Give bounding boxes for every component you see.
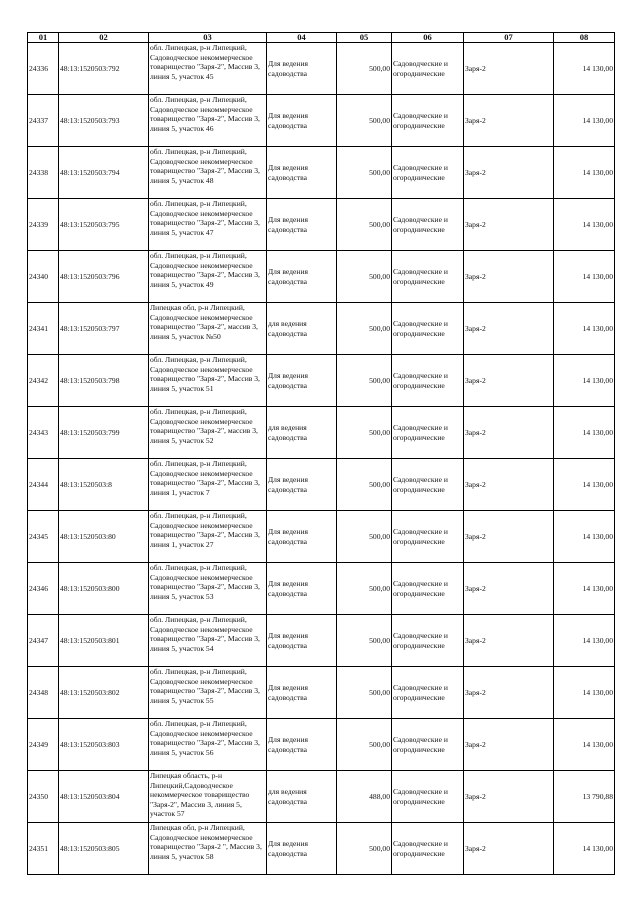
permitted-use-cell: Для ведения садоводства <box>267 147 337 199</box>
area-cell: 500,00 <box>337 511 392 563</box>
table-row <box>28 95 615 147</box>
permitted-use-cell: для ведения садоводства <box>267 771 337 823</box>
address-text: обл. Липецкая, р-н Липецкий, Садоводческое некоммерческое товарищество "Заря-2", Массив 3, линия 5, участок 45 <box>150 43 260 81</box>
cadastral-value-cell: 14 130,00 <box>554 563 615 615</box>
land-category-cell: Садоводческие и огороднические <box>392 147 464 199</box>
cadastral-number-cell: 48:13:1520503:793 <box>59 95 149 147</box>
association-cell: Заря-2 <box>464 667 554 719</box>
association-cell: Заря-2 <box>464 199 554 251</box>
cadastral-number-cell: 48:13:1520503:795 <box>59 199 149 251</box>
association-cell: Заря-2 <box>464 43 554 95</box>
table-row <box>28 511 615 563</box>
association-cell: Заря-2 <box>464 95 554 147</box>
record-number-cell: 24336 <box>28 43 59 95</box>
record-number-cell: 24339 <box>28 199 59 251</box>
cadastral-value-cell: 14 130,00 <box>554 719 615 771</box>
cadastral-value-cell: 14 130,00 <box>554 303 615 355</box>
record-number-cell: 24340 <box>28 251 59 303</box>
cadastral-number-cell: 48:13:1520503:803 <box>59 719 149 771</box>
column-header-02: 02 <box>59 33 149 43</box>
land-category-cell: Садоводческие и огороднические <box>392 615 464 667</box>
address-text: обл. Липецкая, р-н Липецкий, Садоводческое некоммерческое товарищество "Заря-2", Массив 3, линия 5, участок 48 <box>150 147 260 185</box>
cadastral-number-cell: 48:13:1520503:8 <box>59 459 149 511</box>
area-cell: 500,00 <box>337 407 392 459</box>
permitted-use-cell: Для ведения садоводства <box>267 355 337 407</box>
cadastral-value-cell: 13 790,88 <box>554 771 615 823</box>
area-cell: 500,00 <box>337 719 392 771</box>
permitted-use-cell: Для ведения садоводства <box>267 511 337 563</box>
record-number-cell: 24341 <box>28 303 59 355</box>
cadastral-number-cell: 48:13:1520503:800 <box>59 563 149 615</box>
column-header-04: 04 <box>267 33 337 43</box>
column-header-05: 05 <box>337 33 392 43</box>
cadastral-number-cell: 48:13:1520503:792 <box>59 43 149 95</box>
header-row <box>28 33 615 43</box>
association-cell: Заря-2 <box>464 251 554 303</box>
cadastral-value-cell: 14 130,00 <box>554 407 615 459</box>
record-number-cell: 24344 <box>28 459 59 511</box>
address-cell <box>149 459 267 511</box>
address-text: Липецкая область, р-н Липецкий,Садоводческое некоммерческое товарищество "Заря-2", Массив 3, линия 5, участок 57 <box>150 771 250 819</box>
cadastral-number-cell: 48:13:1520503:80 <box>59 511 149 563</box>
cadastral-number-cell: 48:13:1520503:799 <box>59 407 149 459</box>
cadastral-value-cell: 14 130,00 <box>554 823 615 875</box>
table-row <box>28 43 615 95</box>
address-cell <box>149 771 267 823</box>
association-cell: Заря-2 <box>464 511 554 563</box>
area-cell: 500,00 <box>337 251 392 303</box>
cadastral-number-cell: 48:13:1520503:804 <box>59 771 149 823</box>
address-cell <box>149 199 267 251</box>
cadastral-value-cell: 14 130,00 <box>554 511 615 563</box>
record-number-cell: 24346 <box>28 563 59 615</box>
association-cell: Заря-2 <box>464 459 554 511</box>
area-cell: 500,00 <box>337 147 392 199</box>
area-cell: 500,00 <box>337 303 392 355</box>
association-cell: Заря-2 <box>464 147 554 199</box>
association-cell: Заря-2 <box>464 303 554 355</box>
cadastral-value-cell: 14 130,00 <box>554 615 615 667</box>
address-cell <box>149 251 267 303</box>
land-category-cell: Садоводческие и огороднические <box>392 563 464 615</box>
table-row <box>28 719 615 771</box>
address-cell <box>149 719 267 771</box>
permitted-use-cell: Для ведения садоводства <box>267 199 337 251</box>
address-text: обл. Липецкая, р-н Липецкий, Садоводческое некоммерческое товарищество "Заря-2", Массив 3, линия 5, участок 47 <box>150 199 260 237</box>
association-cell: Заря-2 <box>464 771 554 823</box>
address-cell <box>149 303 267 355</box>
permitted-use-cell: Для ведения садоводства <box>267 95 337 147</box>
association-cell: Заря-2 <box>464 407 554 459</box>
address-cell <box>149 823 267 875</box>
table-row <box>28 459 615 511</box>
address-cell <box>149 355 267 407</box>
cadastral-value-cell: 14 130,00 <box>554 355 615 407</box>
column-header-01: 01 <box>28 33 59 43</box>
address-text: обл. Липецкая, р-н Липецкий, Садоводческое некоммерческое товарищество "Заря-2", Массив 3, линия 5, участок 54 <box>150 615 260 653</box>
association-cell: Заря-2 <box>464 719 554 771</box>
area-cell: 500,00 <box>337 95 392 147</box>
cadastral-value-cell: 14 130,00 <box>554 43 615 95</box>
area-cell: 500,00 <box>337 615 392 667</box>
address-text: обл. Липецкая, р-н Липецкий, Садоводческое некоммерческое товарищество "Заря-2", Массив 3, линия 1, участок 27 <box>150 511 260 549</box>
address-text: обл. Липецкая, р-н Липецкий, Садоводческое некоммерческое товарищество "Заря-2", Массив 3, линия 5, участок 55 <box>150 667 260 705</box>
land-category-cell: Садоводческие и огороднические <box>392 719 464 771</box>
record-number-cell: 24345 <box>28 511 59 563</box>
association-cell: Заря-2 <box>464 615 554 667</box>
record-number-cell: 24348 <box>28 667 59 719</box>
cadastral-number-cell: 48:13:1520503:805 <box>59 823 149 875</box>
address-cell <box>149 147 267 199</box>
record-number-cell: 24347 <box>28 615 59 667</box>
area-cell: 500,00 <box>337 43 392 95</box>
table-row <box>28 303 615 355</box>
address-cell <box>149 511 267 563</box>
record-number-cell: 24342 <box>28 355 59 407</box>
table-body <box>28 43 615 875</box>
permitted-use-cell: Для ведения садоводства <box>267 459 337 511</box>
permitted-use-cell: для ведения садоводства <box>267 407 337 459</box>
record-number-cell: 24338 <box>28 147 59 199</box>
land-category-cell: Садоводческие и огороднические <box>392 199 464 251</box>
area-cell: 500,00 <box>337 199 392 251</box>
table-row <box>28 407 615 459</box>
record-number-cell: 24343 <box>28 407 59 459</box>
association-cell: Заря-2 <box>464 823 554 875</box>
permitted-use-cell: Для ведения садоводства <box>267 823 337 875</box>
address-text: обл. Липецкая, р-н Липецкий, Садоводческое некоммерческое товарищество "Заря-2", Массив 3, линия 5, участок 53 <box>150 563 260 601</box>
cadastral-value-cell: 14 130,00 <box>554 147 615 199</box>
cadastral-number-cell: 48:13:1520503:801 <box>59 615 149 667</box>
permitted-use-cell: Для ведения садоводства <box>267 251 337 303</box>
address-text: Липецкая обл, р-н Липецкий, Садоводческое некоммерческое товарищество "Заря-2 ", Массив 3, линия 5, участок 58 <box>150 823 262 861</box>
record-number-cell: 24350 <box>28 771 59 823</box>
area-cell: 500,00 <box>337 459 392 511</box>
column-header-06: 06 <box>392 33 464 43</box>
address-cell <box>149 667 267 719</box>
land-category-cell: Садоводческие и огороднические <box>392 303 464 355</box>
association-cell: Заря-2 <box>464 355 554 407</box>
table-row <box>28 615 615 667</box>
table-row <box>28 667 615 719</box>
register-table <box>27 32 615 875</box>
permitted-use-cell: Для ведения садоводства <box>267 719 337 771</box>
address-cell <box>149 615 267 667</box>
column-header-08: 08 <box>554 33 615 43</box>
address-text: обл. Липецкая, р-н Липецкий, Садоводческое некоммерческое товарищество "Заря-2", Массив 3, линия 5, участок 51 <box>150 355 260 393</box>
association-cell: Заря-2 <box>464 563 554 615</box>
address-text: обл. Липецкая, р-н Липецкий, Садоводческое некоммерческое товарищество "Заря-2", Массив 3, линия 5, участок 56 <box>150 719 260 757</box>
land-category-cell: Садоводческие и огороднические <box>392 511 464 563</box>
address-text: обл. Липецкая, р-н Липецкий, Садоводческое некоммерческое товарищество "Заря-2", Массив 3, линия 5, участок 46 <box>150 95 260 133</box>
area-cell: 488,00 <box>337 771 392 823</box>
address-text: обл. Липецкая, р-н Липецкий, Садоводческое некоммерческое товарищество "Заря-2", Массив 3, линия 5, участок 49 <box>150 251 260 289</box>
land-category-cell: Садоводческие и огороднические <box>392 459 464 511</box>
cadastral-number-cell: 48:13:1520503:802 <box>59 667 149 719</box>
permitted-use-cell: Для ведения садоводства <box>267 563 337 615</box>
land-category-cell: Садоводческие и огороднические <box>392 355 464 407</box>
address-cell <box>149 563 267 615</box>
land-category-cell: Садоводческие и огороднические <box>392 771 464 823</box>
table-row <box>28 355 615 407</box>
table-row <box>28 251 615 303</box>
area-cell: 500,00 <box>337 355 392 407</box>
cadastral-value-cell: 14 130,00 <box>554 95 615 147</box>
cadastral-number-cell: 48:13:1520503:796 <box>59 251 149 303</box>
land-category-cell: Садоводческие и огороднические <box>392 407 464 459</box>
address-text: обл. Липецкая, р-н Липецкий, Садоводческое некоммерческое товарищество "Заря-2", Массив 3, линия 1, участок 7 <box>150 459 260 497</box>
record-number-cell: 24351 <box>28 823 59 875</box>
table-row <box>28 199 615 251</box>
land-category-cell: Садоводческие и огороднические <box>392 823 464 875</box>
cadastral-number-cell: 48:13:1520503:797 <box>59 303 149 355</box>
land-category-cell: Садоводческие и огороднические <box>392 667 464 719</box>
address-text: обл. Липецкая, р-н Липецкий, Садоводческое некоммерческое товарищество "Заря-2", массив 3, линия 5, участок 52 <box>150 407 258 445</box>
permitted-use-cell: Для ведения садоводства <box>267 43 337 95</box>
address-cell <box>149 43 267 95</box>
table-row <box>28 563 615 615</box>
land-category-cell: Садоводческие и огороднические <box>392 251 464 303</box>
land-category-cell: Садоводческие и огороднические <box>392 95 464 147</box>
area-cell: 500,00 <box>337 563 392 615</box>
column-header-07: 07 <box>464 33 554 43</box>
table-row <box>28 823 615 875</box>
permitted-use-cell: для ведения садоводства <box>267 303 337 355</box>
land-category-cell: Садоводческие и огороднические <box>392 43 464 95</box>
cadastral-value-cell: 14 130,00 <box>554 251 615 303</box>
record-number-cell: 24337 <box>28 95 59 147</box>
permitted-use-cell: Для ведения садоводства <box>267 667 337 719</box>
table-row <box>28 771 615 823</box>
table-row <box>28 147 615 199</box>
record-number-cell: 24349 <box>28 719 59 771</box>
cadastral-value-cell: 14 130,00 <box>554 199 615 251</box>
cadastral-number-cell: 48:13:1520503:794 <box>59 147 149 199</box>
permitted-use-cell: Для ведения садоводства <box>267 615 337 667</box>
address-text: Липецкая обл, р-н Липецкий, Садоводческое некоммерческое товарищество "Заря-2", массив 3, линия 5, участок №50 <box>150 303 258 341</box>
area-cell: 500,00 <box>337 667 392 719</box>
cadastral-number-cell: 48:13:1520503:798 <box>59 355 149 407</box>
area-cell: 500,00 <box>337 823 392 875</box>
cadastral-value-cell: 14 130,00 <box>554 667 615 719</box>
address-cell <box>149 407 267 459</box>
cadastral-value-cell: 14 130,00 <box>554 459 615 511</box>
column-header-03: 03 <box>149 33 267 43</box>
address-cell <box>149 95 267 147</box>
